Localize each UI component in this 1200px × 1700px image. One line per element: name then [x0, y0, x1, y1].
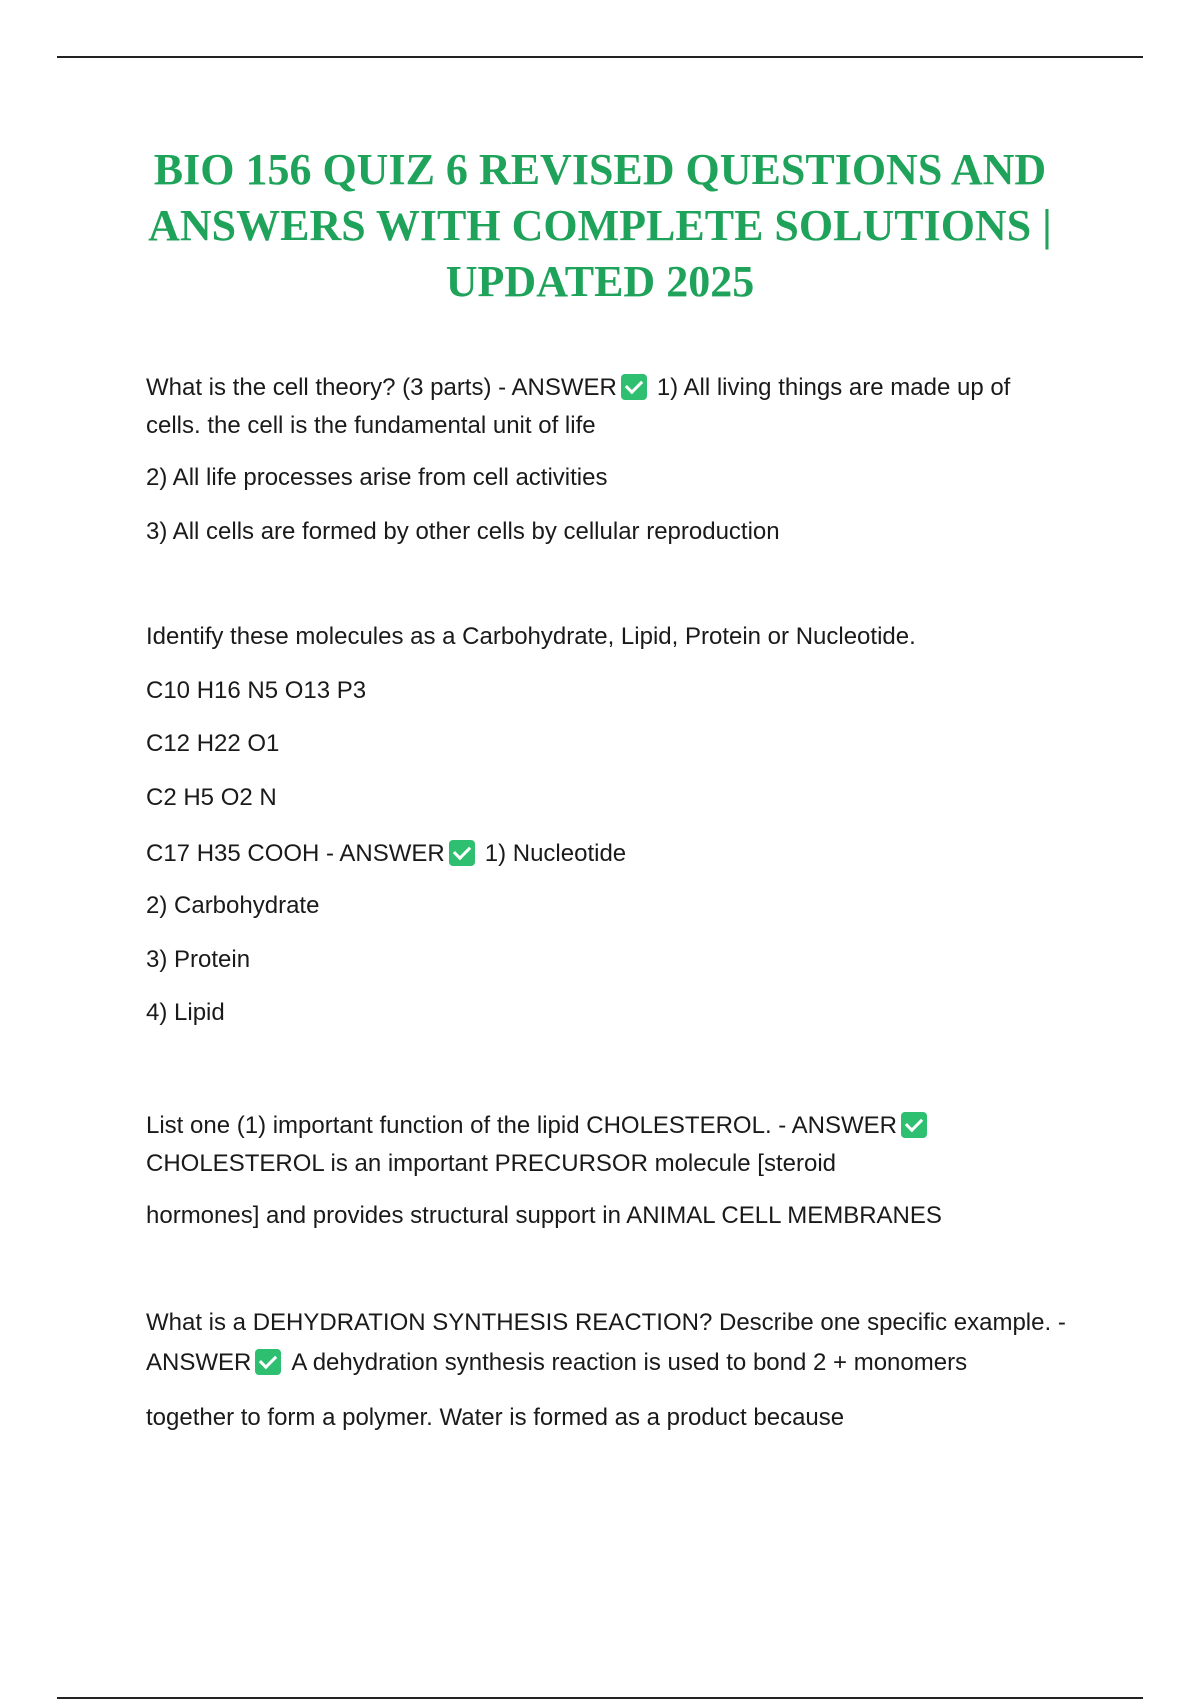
- qa-2-answer-line: 3) Protein: [146, 946, 251, 973]
- qa-1-answer-line: 2) All life processes arise from cell activities: [146, 464, 608, 491]
- check-icon: [901, 1112, 927, 1138]
- document-title: [120, 142, 1080, 310]
- qa-2-question-line: C10 H16 N5 O13 P3: [146, 677, 367, 704]
- qa-1-answer-line: 3) All cells are formed by other cells by cellular reproduction: [146, 518, 780, 545]
- qa-2-question-line: C2 H5 O2 N: [146, 784, 277, 811]
- qa-4-question-line: ANSWER A dehydration synthesis reaction is used to bond 2 + monomers: [146, 1349, 968, 1376]
- title-line: ANSWERS WITH COMPLETE SOLUTIONS |: [148, 201, 1052, 250]
- check-icon: [449, 840, 475, 866]
- bottom-rule: [57, 1697, 1143, 1699]
- qa-2-question-line: Identify these molecules as a Carbohydrate, Lipid, Protein or Nucleotide.: [146, 623, 916, 650]
- qa-1-answer-line: cells. the cell is the fundamental unit of life: [146, 412, 596, 439]
- check-icon: [621, 374, 647, 400]
- title-line: UPDATED 2025: [445, 257, 755, 306]
- qa-2-answer-line: 4) Lipid: [146, 999, 225, 1026]
- check-icon: [255, 1349, 281, 1375]
- qa-2-question-line: C12 H22 O1: [146, 730, 280, 757]
- top-rule: [57, 56, 1143, 58]
- qa-2-answer-line: 2) Carbohydrate: [146, 892, 320, 919]
- qa-3-answer-line: hormones] and provides structural support in ANIMAL CELL MEMBRANES: [146, 1202, 942, 1229]
- qa-3-question-line: List one (1) important function of the lipid CHOLESTEROL. - ANSWER: [146, 1110, 937, 1142]
- qa-3-answer-line: CHOLESTEROL is an important PRECURSOR molecule [steroid: [146, 1150, 836, 1177]
- qa-4-answer-line: together to form a polymer. Water is formed as a product because: [146, 1404, 845, 1431]
- qa-2-question-line: C17 H35 COOH - ANSWER 1) Nucleotide: [146, 840, 627, 867]
- title-line: BIO 156 QUIZ 6 REVISED QUESTIONS AND: [153, 145, 1047, 194]
- qa-4-question-line: What is a DEHYDRATION SYNTHESIS REACTION? Describe one specific example. -: [146, 1309, 1066, 1336]
- qa-1-question-line: What is the cell theory? (3 parts) - ANSWER 1) All living things are made up of: [146, 374, 1011, 401]
